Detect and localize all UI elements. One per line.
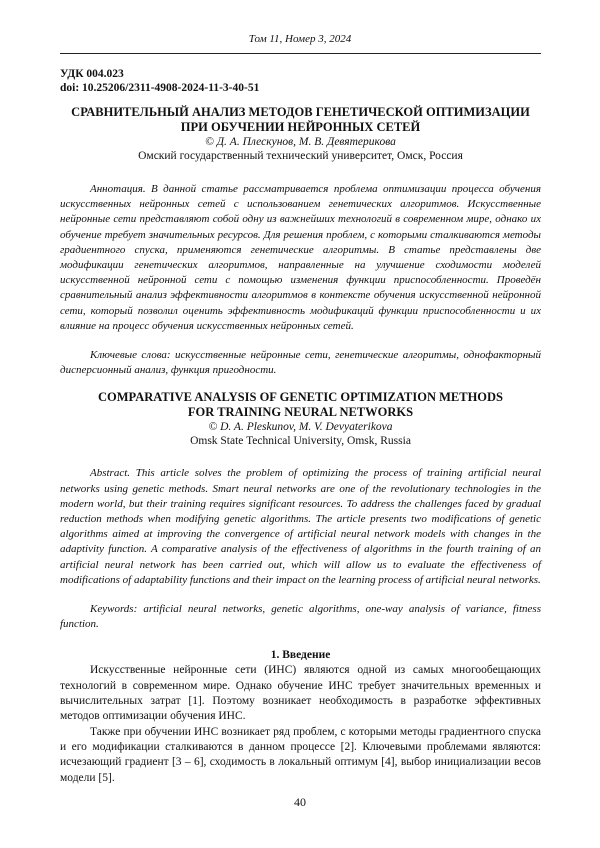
ru-keywords: Ключевые слова: искусственные нейронные сети, генетические алгоритмы, однофакторный дисперсионный анализ, функция пригодности. — [60, 349, 541, 377]
ru-title-line2: ПРИ ОБУЧЕНИИ НЕЙРОННЫХ СЕТЕЙ — [180, 120, 421, 134]
en-abstract: Abstract. This article solves the problem of optimizing the process of training artificial neural networks using genetic methods. Smart neural networks are one of the revolutionary technologies in the modern world, but their training requires significant resources. To address the challenges faced by gradual reduction methods when modifying genetic algorithms. The article presents two modifications of genetic algorithms aimed at improving the convergence of artificial neural network models with changes in the adaptivity function. A comparative analysis of the effectiveness of algorithms in the fourth training of an artificial neural network has been carried out, which will allow us to evaluate the effectiveness of modifications of adaptability functions and their impact on the learning process of artificial neural networks. — [60, 467, 541, 586]
en-title-line1: COMPARATIVE ANALYSIS OF GENETIC OPTIMIZATION METHODS — [97, 390, 504, 405]
en-title-line2: FOR TRAINING NEURAL NETWORKS — [187, 405, 414, 420]
doi: doi: 10.25206/2311-4908-2024-11-3-40-51 — [60, 82, 260, 94]
intro-paragraph-2: Также при обучении ИНС возникает ряд проблем, с которыми методы градиентного спуска и его модификации сталкиваются в данном процессе [2]. Ключевыми проблемами являются: исчезающий градиент [3 – 6], сходимость в локальный оптимум [4], выбор инициализации весов модели [5]. — [60, 725, 541, 784]
page-number: 40 — [294, 795, 306, 809]
ru-title-line1: СРАВНИТЕЛЬНЫЙ АНАЛИЗ МЕТОДОВ ГЕНЕТИЧЕСКОЙ ОПТИМИЗАЦИИ — [71, 105, 530, 119]
section-title: 1. Введение — [270, 649, 331, 662]
en-affiliation: Omsk State Technical University, Omsk, Russia — [190, 435, 411, 448]
ru-affiliation: Омский государственный технический университет, Омск, Россия — [138, 150, 463, 162]
ru-authors: © Д. А. Плескунов, М. В. Девятерикова — [205, 136, 396, 148]
en-authors: © D. A. Pleskunov, M. V. Devyaterikova — [208, 421, 393, 434]
header-rule — [60, 53, 541, 54]
en-keywords: Keywords: artificial neural networks, genetic algorithms, one-way analysis of variance, fitness function. — [60, 603, 541, 631]
ru-abstract: Аннотация. В данной статье рассматривается проблема оптимизации процесса обучения искусственных нейронных сетей с использованием генетических алгоритмов. Искусственные нейронные сети представляют собой одну из важнейших технологий в современном мире, однако их обучение требует значительных ресурсов. Для решения проблем, с которыми сталкиваются методы градиентного спуска, применяются генетические алгоритмы. В статье представлены две модификации генетических алгоритмов, направленные на улучшение сходимости моделей искусственной нейронной сети с помощью изменения функции приспособленности. Проведён сравнительный анализ эффективности алгоритмов в контексте обучения искусственной нейронной сети, который позволил оценить эффективность модификаций функции приспособленности и их влияние на процесс обучения искусственных нейронных сетей. — [60, 183, 541, 332]
intro-paragraph-1: Искусственные нейронные сети (ИНС) являются одной из самых многообещающих технологий в современном мире. Однако обучение ИНС требует значительных временных и вычислительных затрат [1]. Поэтому возникает необходимость в разработке эффективных методов оптимизации обучения ИНС. — [60, 664, 541, 723]
page-content — [60, 67, 541, 786]
udk: УДК 004.023 — [60, 68, 124, 80]
running-header: Том 11, Номер 3, 2024 — [248, 33, 352, 45]
